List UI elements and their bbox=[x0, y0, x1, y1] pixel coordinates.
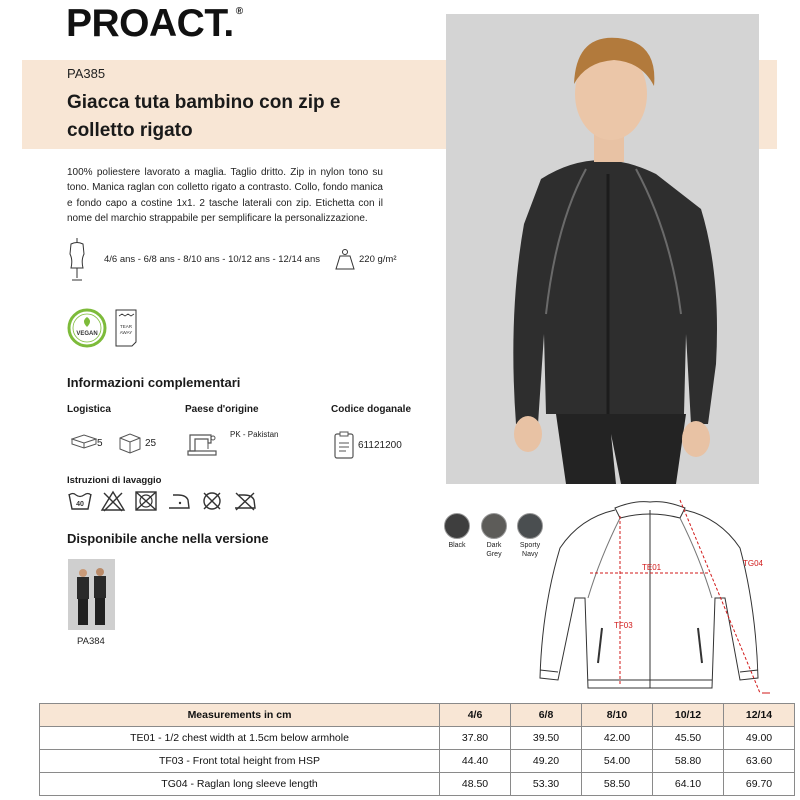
product-title: Giacca tuta bambino con zip e colletto rigato bbox=[67, 92, 341, 141]
variant-ref[interactable]: PA384 bbox=[77, 636, 105, 647]
table-cell: 58.50 bbox=[582, 773, 653, 796]
vegan-badge-label: VEGAN bbox=[76, 331, 98, 337]
available-sizes: 4/6 ans - 6/8 ans - 8/10 ans - 10/12 ans - 12/14 ans bbox=[104, 254, 320, 265]
table-cell: 45.50 bbox=[653, 727, 724, 750]
no-dry-clean-icon bbox=[199, 490, 225, 512]
tear-away-label-icon bbox=[114, 308, 138, 348]
iron-low-icon bbox=[166, 490, 192, 512]
label-te01: TE01 bbox=[642, 563, 662, 572]
table-cell: 49.00 bbox=[724, 727, 795, 750]
color-name-line-2: Grey bbox=[486, 550, 502, 558]
tear-away-label-2: AWAY bbox=[119, 330, 133, 335]
variant-thumbnail[interactable] bbox=[68, 559, 115, 630]
color-swatch-dark-grey[interactable] bbox=[481, 513, 507, 539]
column-header: 6/8 bbox=[511, 704, 582, 727]
no-wet-clean-icon bbox=[232, 490, 258, 512]
table-row bbox=[40, 773, 795, 796]
logistics-pack-qty: 5 bbox=[97, 438, 103, 449]
color-name-line-1: Sporty bbox=[519, 542, 541, 549]
registered-mark: ® bbox=[235, 6, 244, 17]
table-row bbox=[40, 727, 795, 750]
product-photo bbox=[446, 14, 759, 484]
jacket-flat-sketch bbox=[540, 502, 758, 688]
customs-value: 61121200 bbox=[358, 440, 402, 451]
variant-photo bbox=[68, 559, 115, 630]
column-header: 12/14 bbox=[724, 704, 795, 727]
table-cell: 69.70 bbox=[724, 773, 795, 796]
column-header: 10/12 bbox=[653, 704, 724, 727]
table-header-row bbox=[40, 704, 795, 727]
wash-temperature: 40 bbox=[76, 501, 84, 508]
no-bleach-icon bbox=[100, 490, 126, 512]
pack-icon bbox=[71, 433, 97, 449]
logistics-label: Logistica bbox=[67, 404, 111, 415]
origin-value: PK - Pakistan bbox=[230, 430, 279, 439]
logistics-carton-qty: 25 bbox=[145, 438, 157, 449]
measurement-diagram bbox=[530, 488, 780, 698]
color-name-line-1: Black bbox=[448, 542, 466, 549]
color-name-line-2: Navy bbox=[522, 550, 538, 558]
sizes-row bbox=[67, 238, 407, 282]
product-ref: PA385 bbox=[67, 66, 106, 81]
child-jacket-photo bbox=[446, 14, 759, 484]
column-header: 4/6 bbox=[440, 704, 511, 727]
table-cell: 63.60 bbox=[724, 750, 795, 773]
table-cell: 39.50 bbox=[511, 727, 582, 750]
customs-document-icon bbox=[333, 431, 355, 459]
table-cell: 49.20 bbox=[511, 750, 582, 773]
measurements-table bbox=[39, 703, 795, 796]
logo-text: PROACT. bbox=[66, 2, 234, 45]
color-swatch-black[interactable] bbox=[444, 513, 470, 539]
info-heading: Informazioni complementari bbox=[67, 375, 241, 390]
vegan-badge-icon bbox=[67, 308, 107, 348]
mannequin-icon bbox=[67, 238, 87, 282]
fabric-weight: 220 g/m² bbox=[359, 254, 397, 265]
table-cell: TG04 - Raglan long sleeve length bbox=[40, 773, 440, 796]
customs-label: Codice doganale bbox=[331, 404, 412, 415]
label-tg04: TG04 bbox=[743, 559, 764, 568]
color-label-dark-grey bbox=[477, 542, 511, 559]
table-cell: 54.00 bbox=[582, 750, 653, 773]
tear-away-label-1: TEAR bbox=[119, 324, 133, 329]
wash-40-icon bbox=[67, 490, 93, 512]
table-cell: 53.30 bbox=[511, 773, 582, 796]
table-cell: 48.50 bbox=[440, 773, 511, 796]
table-cell: 44.40 bbox=[440, 750, 511, 773]
product-description: 100% poliestere lavorato a maglia. Taglio dritto. Zip in nylon tono su tono. Manica raglan con colletto rigato a contrasto. Collo, fondo manica e fondo capo a costine 1x1. 2 tasche laterali con zip. Etichetta con il nome del marchio strappabile per semplificare la personalizzazione. bbox=[67, 167, 383, 224]
washing-symbols bbox=[67, 490, 258, 512]
table-row bbox=[40, 750, 795, 773]
fabric-weight-icon bbox=[335, 248, 355, 270]
table-cell: 42.00 bbox=[582, 727, 653, 750]
table-cell: TF03 - Front total height from HSP bbox=[40, 750, 440, 773]
origin-label: Paese d'origine bbox=[185, 404, 259, 415]
table-cell: 58.80 bbox=[653, 750, 724, 773]
also-available-heading: Disponibile anche nella versione bbox=[67, 531, 269, 546]
column-header: Measurements in cm bbox=[40, 704, 440, 727]
brand-logo bbox=[66, 4, 243, 44]
table-cell: 64.10 bbox=[653, 773, 724, 796]
column-header: 8/10 bbox=[582, 704, 653, 727]
carton-icon bbox=[118, 432, 142, 454]
washing-label: Istruzioni di lavaggio bbox=[67, 475, 162, 486]
label-tf03: TF03 bbox=[614, 621, 633, 630]
color-label-black bbox=[440, 542, 474, 551]
no-tumble-dry-icon bbox=[133, 490, 159, 512]
color-name-line-1: Dark bbox=[486, 542, 502, 549]
table-cell: TE01 - 1/2 chest width at 1.5cm below armhole bbox=[40, 727, 440, 750]
sewing-machine-icon bbox=[187, 431, 217, 457]
table-cell: 37.80 bbox=[440, 727, 511, 750]
